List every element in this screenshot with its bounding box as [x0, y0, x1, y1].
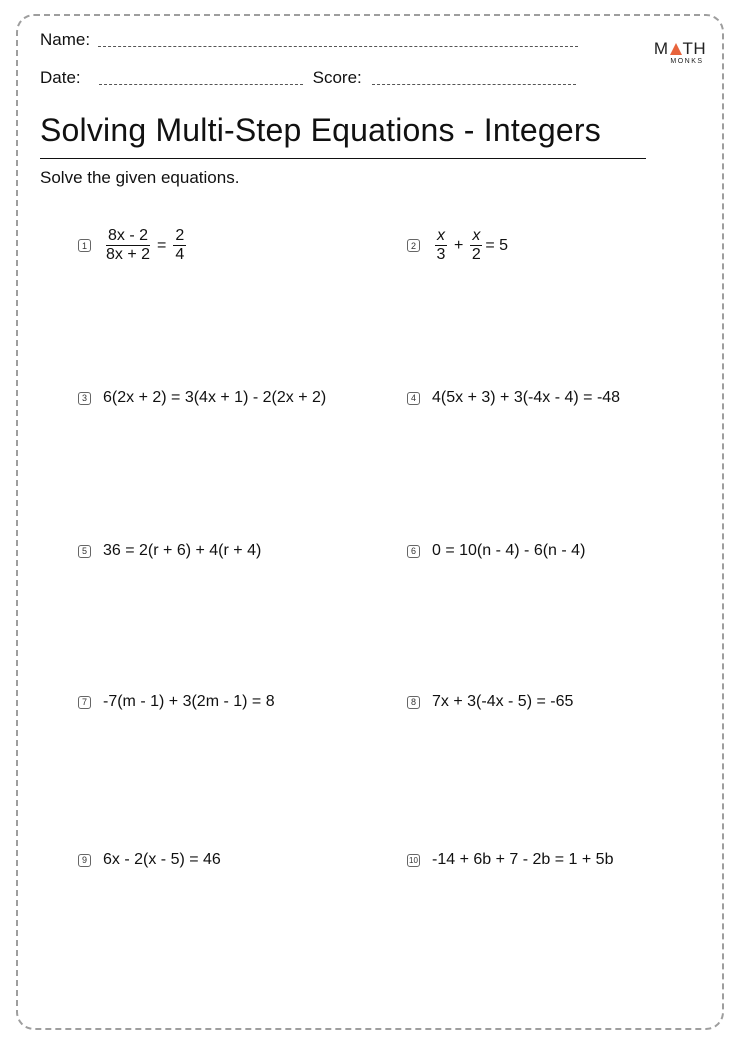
fraction-numerator: 2: [175, 227, 185, 244]
fraction-denominator: 2: [471, 246, 481, 263]
date-score-row: [40, 68, 576, 88]
problem-number: 6: [407, 545, 420, 558]
problem-number: 9: [78, 854, 91, 867]
equation-text: 0 = 10(n - 4) - 6(n - 4): [432, 542, 586, 559]
equation-text: 4(5x + 3) + 3(-4x - 4) = -48: [432, 389, 621, 406]
problem-8: [407, 693, 573, 711]
math-monks-logo: [650, 40, 710, 65]
problem-10: [407, 851, 613, 869]
problem-2: [407, 227, 508, 264]
fraction-denominator: 4: [175, 246, 185, 263]
logo-subtext: MONKS: [670, 58, 704, 65]
name-input-line[interactable]: [98, 45, 578, 47]
equation-text: 7x + 3(-4x - 5) = -65: [432, 693, 574, 710]
worksheet-border: [16, 14, 724, 1030]
problem-number: 4: [407, 392, 420, 405]
problem-1: [78, 227, 189, 264]
logo-letters-th: TH: [682, 39, 707, 58]
title-underline: [40, 158, 646, 159]
date-input-line[interactable]: [99, 83, 303, 85]
problem-number: 8: [407, 696, 420, 709]
problem-7: [78, 693, 275, 711]
score-label: Score:: [312, 68, 362, 87]
problem-number: 1: [78, 239, 91, 252]
problem-3: [78, 389, 326, 407]
problem-number: 2: [407, 239, 420, 252]
equals-sign: =: [157, 236, 167, 254]
problem-6: [407, 542, 585, 560]
name-label: Name:: [40, 30, 91, 49]
logo-letter-m: M: [653, 39, 669, 58]
equation-text: -14 + 6b + 7 - 2b = 1 + 5b: [432, 851, 614, 868]
name-field-row: [40, 30, 578, 50]
equation-text: 36 = 2(r + 6) + 4(r + 4): [103, 542, 262, 559]
problem-number: 3: [78, 392, 91, 405]
problem-5: [78, 542, 261, 560]
problem-4: [407, 389, 620, 407]
fraction-denominator: 8x + 2: [106, 246, 151, 263]
fraction-numerator: x: [437, 227, 445, 244]
equation-text: 6(2x + 2) = 3(4x + 1) - 2(2x + 2): [103, 389, 327, 406]
worksheet-title: Solving Multi-Step Equations - Integers: [40, 112, 601, 148]
equation-rest: = 5: [485, 236, 509, 254]
problem-number: 7: [78, 696, 91, 709]
equation-text: 6x - 2(x - 5) = 46: [103, 851, 221, 868]
fraction-rhs: [173, 227, 186, 264]
fraction-b: [470, 227, 482, 264]
score-input-line[interactable]: [372, 83, 576, 85]
equation-text: -7(m - 1) + 3(2m - 1) = 8: [103, 693, 275, 710]
date-label: Date:: [40, 68, 81, 87]
instructions: Solve the given equations.: [40, 168, 240, 187]
plus-sign: +: [454, 236, 464, 254]
logo-wordmark: [650, 40, 710, 57]
problem-number: 5: [78, 545, 91, 558]
fraction-lhs: [106, 227, 150, 264]
fraction-numerator: x: [472, 227, 481, 244]
fraction-a: [435, 227, 447, 264]
fraction-denominator: 3: [436, 246, 446, 263]
triangle-icon: [670, 43, 682, 55]
problem-number: 10: [407, 854, 420, 867]
problem-9: [78, 851, 221, 869]
fraction-numerator: 8x - 2: [108, 227, 149, 244]
